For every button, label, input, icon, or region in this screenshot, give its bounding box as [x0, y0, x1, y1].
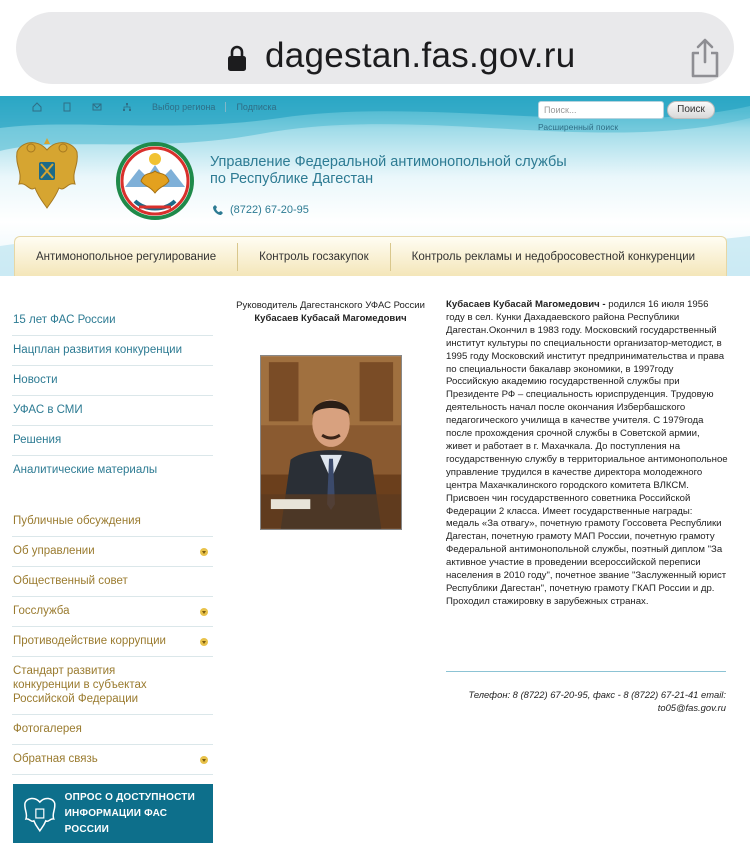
phone-icon: [212, 204, 224, 216]
banner-text: [65, 790, 213, 838]
address-bar[interactable]: [16, 12, 734, 84]
banner-line-1: ОПРОС О ДОСТУПНОСТИ: [64, 791, 195, 803]
advanced-search-link[interactable]: Расширенный поиск: [538, 122, 619, 132]
bio-body: родился 16 июля 1956 году в сел. Кунки Дахадаевского района Республики Дагестан.Окончил в 1983 году. Московский государственный институт культуры по специальности организатор-методист, в 1995 году Московский институт предпринимательства и права по специальности бакалавр экономики, в 1997году Российскую академию государственной службы при Президенте РФ – специальность юриспруденция. Трудовую деятельность начал после окончания Избербашского педагогического училища в качестве учителя. С 1979года после прохождения срочной службы в Советской армии, живет и работает в г. Махачкала. До поступления на государственную службу в территориальное антимонопольное управление трудился в качестве директора молодежного центра Махачкалинского городского комитета ВЛКСМ. Присвоен чин государственного советника Российской Федерации 2 класса. Имеет государственные награды: медаль «За отвагу», почетную грамоту Госсовета Республики Дагестан, почетную грамоту МАП России, почетную грамоту Федеральной антимонопольной службы, поэтный диплом "За активное участие в проведении всероссийской переписи населения в 2010 году", почетное звание "Заслуженный юрист Республики Дагестан", почетную грамоту ГКАП России и др. Проходил стажировку в зарубежных странах.: [446, 299, 728, 607]
sidebar-item-feedback[interactable]: [12, 745, 213, 775]
banner-line-2: ИНФОРМАЦИИ ФАС РОССИИ: [64, 807, 168, 835]
sidebar-item-natsplan[interactable]: Нацплан развития конкуренции: [12, 336, 213, 366]
sidebar: [12, 306, 213, 775]
sidebar-item-civil-service[interactable]: [12, 597, 213, 627]
photo-caption: [222, 299, 439, 325]
document-icon[interactable]: [62, 102, 72, 112]
title-line-1: Управление Федеральной антимонопольной службы: [210, 154, 567, 170]
sidebar-item-label: Фотогалерея: [13, 723, 82, 735]
sidebar-item-label: Общественный совет: [13, 575, 128, 587]
chevron-down-icon[interactable]: [200, 756, 208, 764]
sitemap-icon[interactable]: [122, 102, 132, 112]
phone-number: (8722) 67-20-95: [230, 204, 309, 216]
sidebar-item-label: Об управлении: [13, 545, 95, 557]
url-text[interactable]: dagestan.fas.gov.ru: [265, 36, 576, 75]
sidebar-item-analytics[interactable]: Аналитические материалы: [13, 464, 158, 476]
nav-antimonopoly[interactable]: Антимонопольное регулирование: [15, 243, 238, 271]
chevron-down-icon[interactable]: [200, 608, 208, 616]
organization-title: [210, 154, 567, 188]
nav-advertising[interactable]: Контроль рекламы и недобросовестной конкуренции: [411, 250, 696, 263]
nav-procurement[interactable]: Контроль госзакупок: [238, 243, 390, 271]
contact-info: Телефон: 8 (8722) 67-20-95, факс - 8 (8722) 67-21-41 email: to05@fas.gov.ru: [468, 689, 726, 713]
share-icon[interactable]: [688, 38, 722, 78]
sidebar-item-news[interactable]: Новости: [12, 366, 213, 396]
search-button[interactable]: Поиск: [667, 101, 715, 119]
sidebar-item-competition-standard[interactable]: [12, 657, 213, 715]
caption-name: Кубасаев Кубасай Магомедович: [254, 313, 407, 324]
site-header: [0, 96, 750, 276]
search-input[interactable]: Поиск...: [538, 101, 664, 119]
sidebar-item-15-years[interactable]: 15 лет ФАС России: [12, 306, 213, 336]
sidebar-item-public-council[interactable]: [12, 567, 213, 597]
browser-toolbar: [0, 0, 750, 96]
sidebar-item-label: Госслужба: [13, 605, 70, 617]
divider: [225, 102, 226, 112]
survey-banner[interactable]: [13, 784, 213, 843]
bio-name: Кубасаев Кубасай Магомедович -: [446, 299, 606, 310]
head-portrait-photo: [260, 355, 402, 530]
sidebar-item-photo-gallery[interactable]: [12, 715, 213, 745]
sidebar-item-public-discussions[interactable]: [12, 507, 213, 537]
top-links: [32, 102, 277, 112]
sidebar-item-media[interactable]: УФАС в СМИ: [12, 396, 213, 426]
home-icon[interactable]: [32, 102, 42, 112]
header-phone: [212, 204, 309, 216]
content-divider: [446, 671, 726, 672]
sidebar-item-anticorruption[interactable]: [12, 627, 213, 657]
sidebar-item-label: Противодействие коррупции: [13, 635, 166, 647]
subscription-link[interactable]: Подписка: [236, 102, 277, 112]
sidebar-item-label: Публичные обсуждения: [13, 515, 141, 527]
sidebar-item-decisions[interactable]: Решения: [12, 426, 213, 456]
main-nav: [14, 236, 727, 276]
russia-emblem-icon[interactable]: [13, 136, 81, 218]
dagestan-emblem-icon[interactable]: [115, 141, 195, 223]
sidebar-item-about[interactable]: [12, 537, 213, 567]
chevron-down-icon[interactable]: [200, 638, 208, 646]
sidebar-item-label: Обратная связь: [13, 753, 98, 765]
sidebar-item-label: Стандарт развития конкуренции в субъектах Российской Федерации: [13, 665, 147, 705]
title-line-2: по Республике Дагестан: [210, 171, 374, 187]
caption-role: Руководитель Дагестанского УФАС России: [236, 300, 425, 311]
biography-text: [446, 299, 728, 609]
fas-emblem-icon: [23, 794, 57, 834]
region-select-link[interactable]: Выбор региона: [152, 102, 216, 112]
chevron-down-icon[interactable]: [200, 548, 208, 556]
lock-icon: [227, 44, 247, 72]
mail-icon[interactable]: [92, 102, 102, 112]
